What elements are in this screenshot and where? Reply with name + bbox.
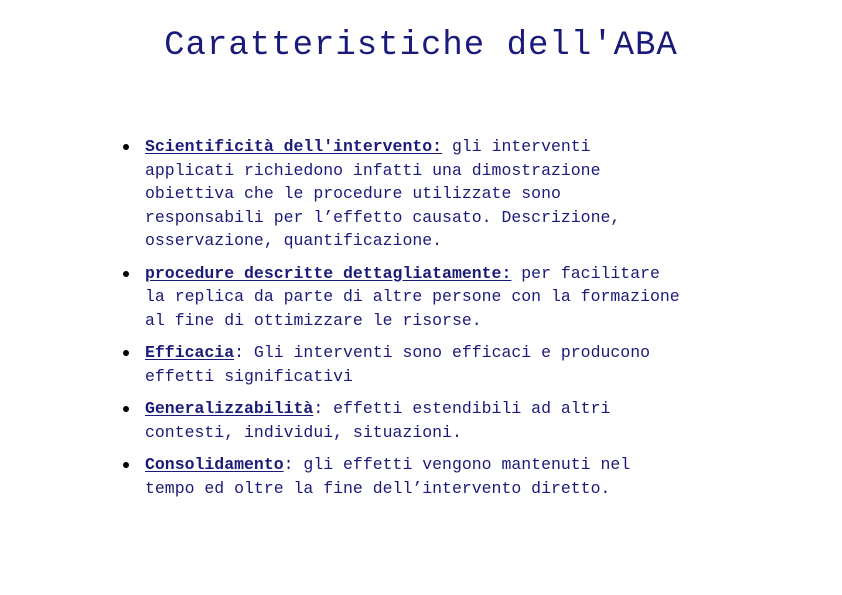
bullet-text [145,135,818,253]
bullet-text [145,397,818,444]
bullet-term: Efficacia [145,343,235,362]
bullet-item-scientificita [118,135,818,253]
bullet-dot-icon [123,271,129,277]
bullet-description: : Gli interventi sono efficaci e producono effetti significativi [145,343,650,386]
bullet-description: : effetti estendibili ad altri contesti, individui, situazioni. [145,399,611,442]
bullet-text [145,453,818,500]
bullet-text [145,262,818,333]
bullet-dot-icon [123,144,129,150]
bullet-item-consolidamento [118,453,818,500]
bullet-item-efficacia [118,341,818,388]
bullet-dot-icon [123,406,129,412]
bullet-description: gli interventi applicati richiedono infatti una dimostrazione obiettiva che le procedure utilizzate sono responsabili per l’effetto causato. Descrizione, osservazione, quantificazione. [145,137,621,250]
bullet-term: procedure descritte dettagliatamente: [145,263,512,283]
slide-title: Caratteristiche dell'ABA [164,27,678,65]
bullet-term: Consolidamento [145,455,284,474]
bullet-dot-icon [123,350,129,356]
bullet-list [118,135,818,500]
bullet-text [145,341,818,388]
bullet-description: per facilitare la replica da parte di altre persone con la formazione al fine di ottimizzare le risorse. [145,263,680,330]
bullet-dot-icon [123,462,129,468]
bullet-item-generalizzabilita [118,397,818,444]
bullet-description: : gli effetti vengono mantenuti nel tempo ed oltre la fine dell’intervento diretto. [145,455,631,498]
bullet-term: Generalizzabilità [145,399,314,418]
bullet-term: Scientificità dell'intervento: [145,137,443,156]
bullet-item-procedure [118,262,818,333]
